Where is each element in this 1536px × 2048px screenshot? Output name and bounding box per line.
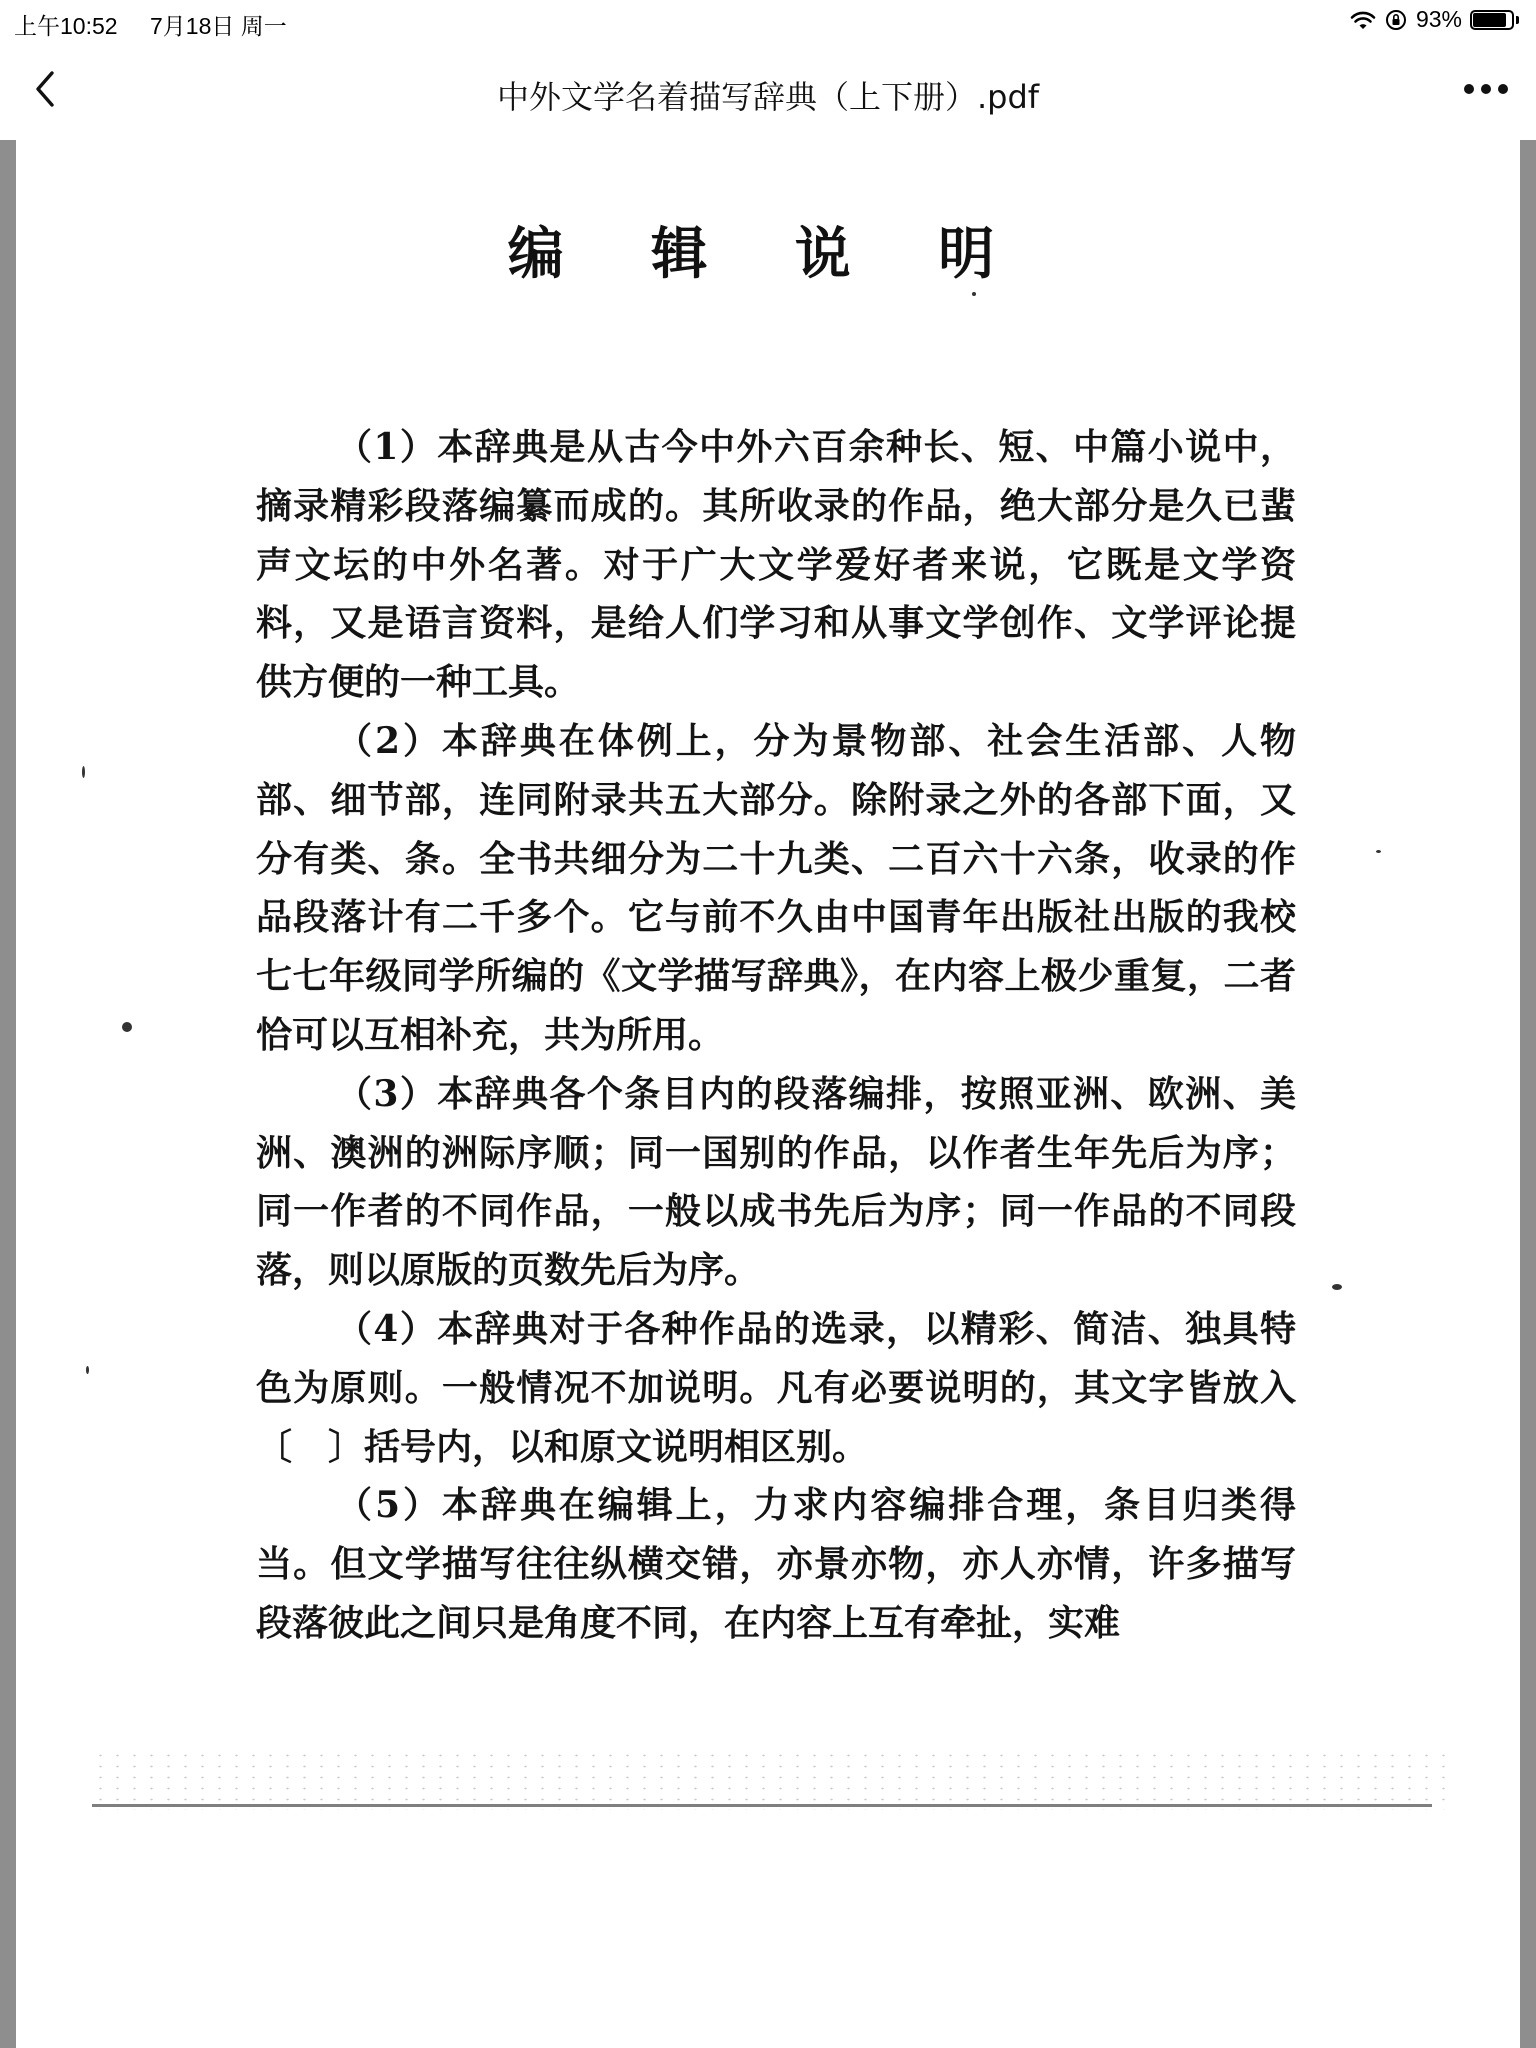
status-date: 7月18日 周一 <box>150 13 287 39</box>
status-time: 上午10:52 <box>14 13 118 39</box>
scan-speck <box>82 766 85 778</box>
more-options-button[interactable] <box>1456 64 1516 114</box>
page-body <box>256 418 1296 1653</box>
battery-level-fill <box>1473 13 1506 27</box>
status-indicators <box>1350 6 1522 33</box>
battery-icon <box>1470 8 1522 32</box>
status-bar <box>0 0 1536 42</box>
scan-speck <box>122 1022 132 1032</box>
wifi-icon <box>1350 9 1376 31</box>
paragraph: （4）本辞典对于各种作品的选录，以精彩、简洁、独具特色为原则。一般情况不加说明。凡有必要说明的，其文字皆放入〔 〕括号内，以和原文说明相区别。 <box>256 1307 1296 1468</box>
paragraph: （3）本辞典各个条目内的段落编排，按照亚洲、欧洲、美洲、澳洲的洲际序顺；同一国别的作品，以作者生年先后为序；同一作者的不同作品，一般以成书先后为序；同一作品的不同段落，则以原版的页数先后为序。 <box>256 1072 1296 1292</box>
nav-bar <box>0 42 1536 141</box>
paragraph: （1）本辞典是从古今中外六百余种长、短、中篇小说中，摘录精彩段落编纂而成的。其所收录的作品，绝大部分是久已蜚声文坛的中外名著。对于广大文学爱好者来说，它既是文学资料，又是语言资料，是给人们学习和从事文学创作、文学评论提供方便的一种工具。 <box>256 426 1296 704</box>
pdf-page <box>16 140 1520 2048</box>
pdf-viewer[interactable] <box>0 140 1536 2048</box>
battery-percentage: 93% <box>1415 6 1462 32</box>
more-horizontal-icon <box>1463 83 1509 95</box>
paragraph: （5）本辞典在编辑上，力求内容编排合理，条目归类得当。但文学描写往往纵横交错，亦景亦物，亦人亦情，许多描写段落彼此之间只是角度不同，在内容上互有牵扯，实难 <box>256 1484 1296 1644</box>
paragraph: （2）本辞典在体例上，分为景物部、社会生活部、人物部、细节部，连同附录共五大部分。除附录之外的各部下面，又分有类、条。全书共细分为二十九类、二百六十六条，收录的作品段落计有二千多个。它与前不久由中国青年出版社出版的我校七七年级同学所编的《文学描写辞典》，在内容上极少重复，二者恰可以互相补充，共为所用。 <box>256 719 1296 1056</box>
scan-speck <box>972 292 976 296</box>
scan-bottom-edge <box>92 1804 1432 1807</box>
scan-speck <box>86 1366 89 1374</box>
orientation-lock-icon <box>1384 8 1408 32</box>
scan-speck <box>1332 1284 1342 1290</box>
scan-noise <box>92 1750 1452 1810</box>
page-heading: 编 辑 说 明 <box>507 221 1029 287</box>
document-title: 中外文学名着描写辞典（上下册）.pdf <box>496 78 1040 116</box>
scan-speck <box>1376 850 1381 853</box>
